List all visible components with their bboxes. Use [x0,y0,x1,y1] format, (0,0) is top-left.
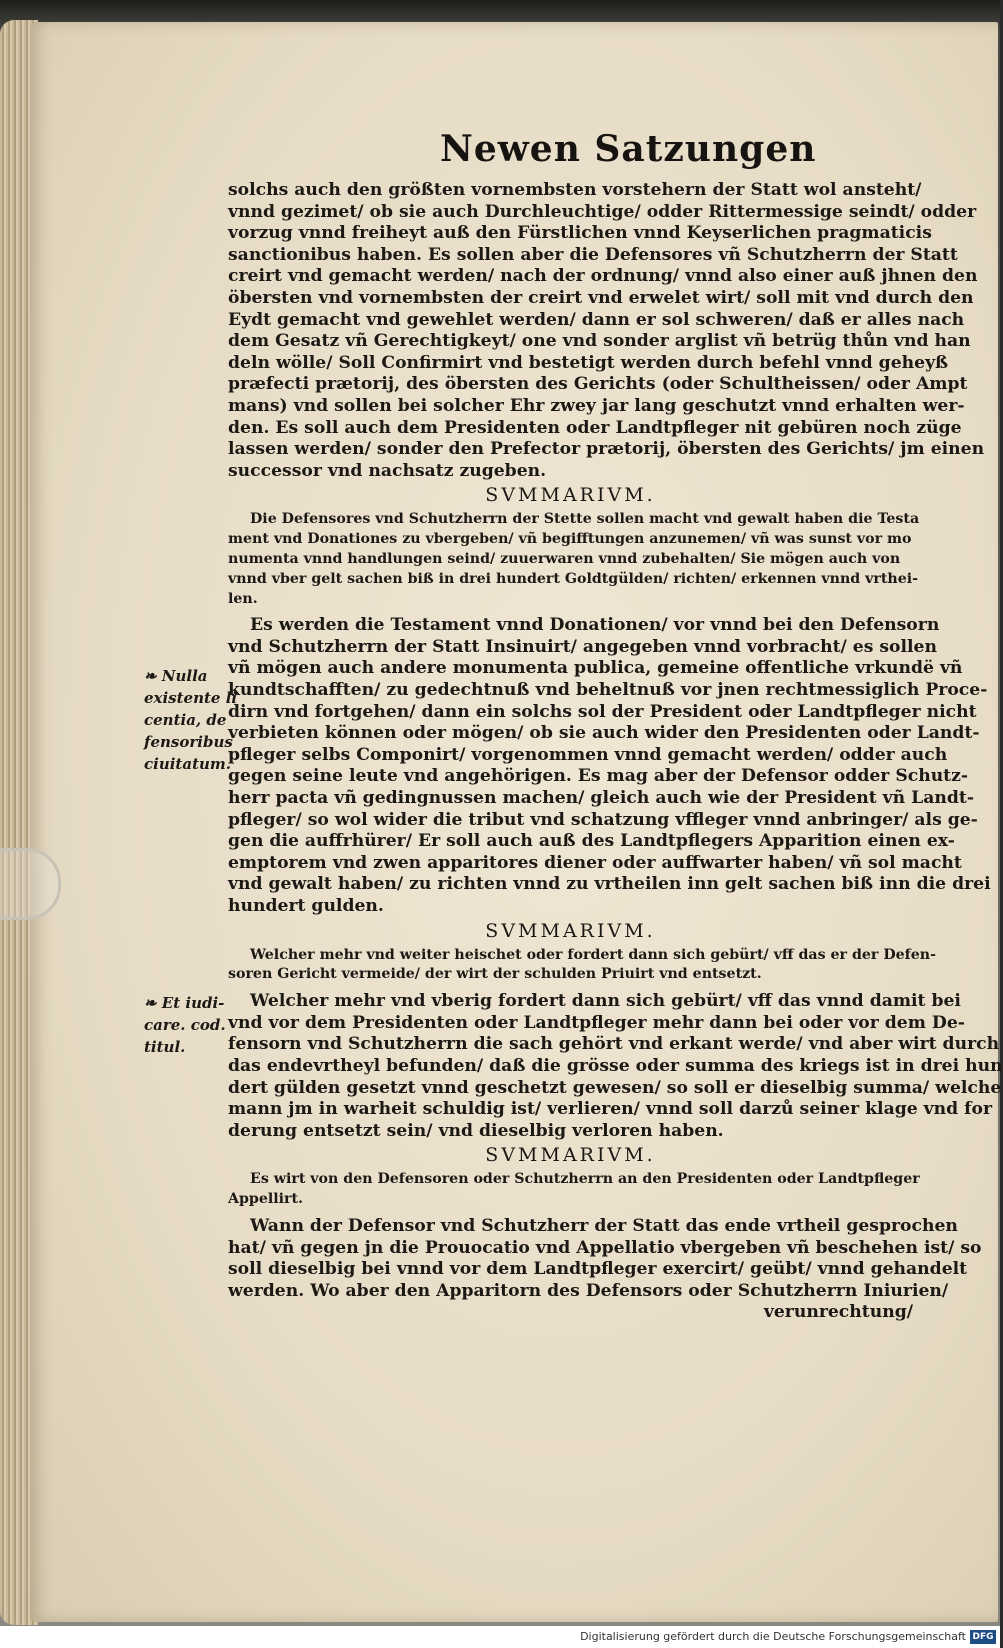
text-line: pfleger/ so wol wider die tribut vnd schatzung vffleger vnnd anbringer/ als ge- [228,809,978,830]
text-line: Welcher mehr vnd vberig fordert dann sich gebürt/ vff das vnnd damit bei [250,991,961,1012]
text-line: Wann der Defensor vnd Schutzherr der Statt das ende vrtheil gesprochen [250,1215,958,1236]
summary-line: vnnd vber gelt sachen biß in drei hundert Goldtgülden/ richten/ erkennen vnnd vrthei- [228,570,919,587]
text-line: vorzug vnnd freiheyt auß den Fürstlichen vnnd Keyserlichen pragmaticis [228,223,932,244]
marginal-line: ciuitatum. [144,755,232,773]
text-line: Es werden die Testament vnnd Donationen/ vor vnnd bei den Defensorn [250,615,940,636]
text-line: vñ mögen auch andere monumenta publica, gemeine offentliche vrkundë vñ [228,658,963,679]
text-line: vnd Schutzherrn der Statt Insinuirt/ angegeben vnnd vorbracht/ es sollen [228,636,937,657]
summary-line: soren Gericht vermeide/ der wirt der schulden Priuirt vnd entsetzt. [228,966,762,983]
text-line: mann jm in warheit schuldig ist/ verlieren/ vnnd soll darzů seiner klage vnd for [228,1099,993,1120]
text-line: vnd gewalt haben/ zu richten vnnd zu vrtheilen inn gelt sachen biß inn die drei [228,874,991,895]
page-clip [0,848,61,920]
marginal-line: fensoribus [144,733,233,751]
marginal-line: ❧ Nulla [144,667,208,685]
summary-heading: SVMMARIVM. [485,1144,656,1167]
summary-text [228,946,936,986]
text-line: dem Gesatz vñ Gerechtigkeyt/ one vnd sonder arglist vñ betrüg thůn vnd han [228,331,971,352]
summary-line: Die Defensores vnd Schutzherrn der Stette sollen macht vnd gewalt haben die Testa [250,511,920,528]
text-line: hat/ vñ gegen jn die Prouocatio vnd Appellatio vbergeben vñ beschehen ist/ so [228,1237,982,1258]
text-paragraph [228,615,991,917]
footer-bar [0,1626,1000,1648]
text-line: werden. Wo aber den Apparitorn des Defensors oder Schutzherrn Iniurien/ [228,1280,949,1301]
marginal-line: centia, de [144,711,227,729]
text-line: fensorn vnd Schutzherrn die sach gehört vnd erkant werde/ vnd aber wirt durch [228,1034,1000,1055]
summary-heading: SVMMARIVM. [485,919,656,942]
text-line: derung entsetzt sein/ vnd dieselbig verloren haben. [228,1120,724,1141]
text-line: kundtschafften/ zu gedechtnuß vnd beheltnuß vor jnen rechtmessiglich Proce- [228,680,988,701]
text-line: vnd vor dem Presidenten oder Landtpfleger mehr dann bei oder vor dem De- [228,1012,965,1033]
dfg-logo: DFG [970,1630,996,1644]
text-line: creirt vnd gemacht werden/ nach der ordnung/ vnnd also einer auß jhnen den [228,266,978,287]
summary-heading: SVMMARIVM. [485,484,656,507]
marginal-line: existente li [144,689,238,707]
marginal-line: ❧ Et iudi- [144,994,225,1012]
text-line: gegen seine leute vnd angehörigen. Es mag aber der Defensor odder Schutz- [228,766,969,787]
text-line: hundert gulden. [228,896,384,917]
text-paragraph [228,1215,982,1302]
text-line: dirn vnd fortgehen/ dann ein solchs sol der President oder Landtpfleger nicht [228,701,977,722]
text-line: herr pacta vñ gedingnussen machen/ gleich auch wie der President vñ Landt- [228,788,974,809]
summary-line: Appellirt. [228,1191,304,1208]
text-line: mans) vnd sollen bei solcher Ehr zwey jar lang geschutzt vnnd erhalten wer- [228,395,965,416]
marginal-note-iudicare [144,992,230,1058]
marginal-line: care. cod. [144,1016,226,1034]
text-line: successor vnd nachsatz zugeben. [228,460,547,481]
text-line: deln wölle/ Soll Confirmirt vnd bestetigt werden durch befehl vnnd geheyß [228,352,949,373]
text-line: pfleger selbs Componirt/ vorgenommen vnnd gemacht werden/ odder auch [228,744,948,765]
text-line: das endevrtheyl befunden/ daß die grösse oder summa des kriegs ist in drei hun [228,1055,1003,1076]
summary-text [228,1170,920,1210]
page-header: Newen Satzungen [440,128,817,170]
summary-line: Welcher mehr vnd weiter heischet oder fordert dann sich gebürt/ vff das er der Defen- [250,946,936,963]
text-line: emptorem vnd zwen apparitores diener oder auffwarter haben/ vñ sol macht [228,852,962,873]
text-line: soll dieselbig bei vnnd vor dem Landtpfleger exercirt/ geübt/ vnnd gehandelt [228,1259,968,1280]
text-line: lassen werden/ sonder den Prefector prætorij, öbersten des Gerichts/ jm einen [228,439,985,460]
catchword: verunrechtung/ [763,1302,913,1323]
summary-line: ment vnd Donationes zu vbergeben/ vñ begifftungen anzunemen/ vñ was sunst vor mo [228,531,912,548]
text-line: dert gülden gesetzt vnnd geschetzt gewesen/ so soll er dieselbig summa/ welche [228,1077,1002,1098]
summary-line: len. [228,590,258,607]
text-line: Eydt gemacht vnd gewehlet werden/ dann er sol schweren/ daß er alles nach [228,309,965,330]
marginal-note-nulla [144,665,238,775]
text-line: sanctionibus haben. Es sollen aber die Defensores vñ Schutzherrn der Statt [228,244,958,265]
text-line: vnnd gezimet/ ob sie auch Durchleuchtige/ odder Rittermessige seindt/ odder [228,201,977,222]
summary-line: Es wirt von den Defensoren oder Schutzherrn an den Presidenten oder Landtpfleger [250,1171,920,1188]
page-body [228,180,1003,1324]
text-paragraph [228,991,1003,1142]
footer-credit: Digitalisierung gefördert durch die Deutsche Forschungsgemeinschaft [580,1630,966,1643]
summary-line: numenta vnnd handlungen seind/ zuuerwaren vnnd zubehalten/ Sie mögen auch von [228,550,901,567]
summary-text [228,510,920,609]
text-line: öbersten vnd vornembsten der creirt vnd erwelet wirt/ soll mit vnd durch den [228,287,974,308]
text-line: gen die auffrhürer/ Er soll auch auß des Landtpflegers Apparition einen ex- [228,831,955,852]
text-line: solchs auch den größten vornembsten vorstehern der Statt wol ansteht/ [228,180,922,200]
text-line: den. Es soll auch dem Presidenten oder Landtpfleger nit gebüren noch züge [228,417,962,438]
text-paragraph [228,180,985,482]
text-line: præfecti prætorij, des öbersten des Gerichts (oder Schultheissen/ oder Ampt [228,374,968,395]
text-line: verbieten können oder mögen/ ob sie auch wider den Presidenten oder Landt- [228,723,980,744]
marginal-line: titul. [144,1038,186,1056]
